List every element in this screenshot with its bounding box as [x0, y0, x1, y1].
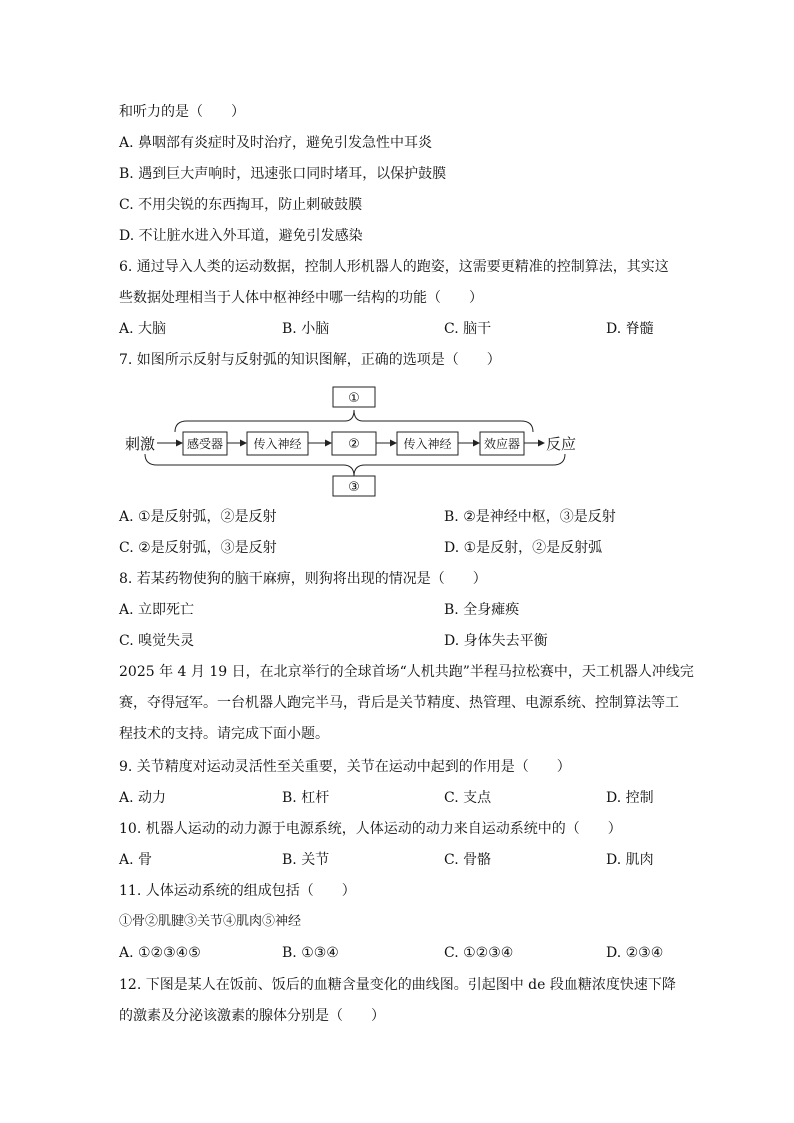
q7-option-d: D. ①是反射，②是反射弧: [444, 540, 603, 556]
q6-option-a: A. 大脑: [119, 321, 167, 337]
passage-line2: 赛，夺得冠军。一台机器人跑完半马，背后是关节精度、热管理、电源系统、控制算法等工: [119, 695, 679, 711]
q9-option-c: C. 支点: [444, 790, 492, 806]
q6-option-d: D. 脊髓: [606, 321, 654, 337]
label-3: ③: [348, 480, 360, 495]
top-brace: [175, 410, 533, 432]
q7-option-a: A. ①是反射弧，②是反射: [119, 509, 277, 525]
stimulus-label: 刺激: [125, 435, 156, 453]
q10-option-a: A. 骨: [119, 852, 153, 868]
q5-stem-tail: 和听力的是（ ）: [119, 104, 245, 120]
q5-option-a: A. 鼻咽部有炎症时及时治疗，避免引发急性中耳炎: [119, 135, 433, 151]
q10-stem: 10. 机器人运动的动力源于电源系统，人体运动的动力来自运动系统中的（ ）: [119, 821, 622, 837]
q6-option-b: B. 小脑: [282, 321, 330, 337]
q8-stem: 8. 若某药物使狗的脑干麻痹，则狗将出现的情况是（ ）: [119, 571, 487, 587]
q11-option-a: A. ①②③④⑤: [119, 945, 201, 961]
passage-line1: 2025 年 4 月 19 日，在北京举行的全球首场“人机共跑”半程马拉松赛中，天工机器人冲线完: [119, 664, 694, 680]
q7-option-c: C. ②是反射弧，③是反射: [119, 540, 277, 556]
q5-option-c: C. 不用尖锐的东西掏耳，防止刺破鼓膜: [119, 197, 363, 213]
q11-option-d: D. ②③④: [606, 945, 664, 961]
q8-option-c: C. 嗅觉失灵: [119, 633, 195, 649]
q6-stem-line2: 些数据处理相当于人体中枢神经中哪一结构的功能（ ）: [119, 290, 483, 306]
q8-option-a: A. 立即死亡: [119, 602, 195, 618]
afferent-nerve-label: 传入神经: [253, 437, 302, 451]
q9-stem: 9. 关节精度对运动灵活性至关重要，关节在运动中起到的作用是（ ）: [119, 759, 571, 775]
q12-stem-line1: 12. 下图是某人在饭前、饭后的血糖含量变化的曲线图。引起图中 de 段血糖浓度快速下降: [119, 977, 676, 993]
q11-option-c: C. ①②③④: [444, 945, 514, 961]
q7-stem: 7. 如图所示反射与反射弧的知识图解，正确的选项是（ ）: [119, 352, 501, 368]
effector-label: 效应器: [483, 437, 521, 451]
q5-option-d: D. 不让脏水进入外耳道，避免引发感染: [119, 228, 363, 244]
q8-option-d: D. 身体失去平衡: [444, 633, 548, 649]
q7-option-b: B. ②是神经中枢，③是反射: [444, 509, 616, 525]
q12-stem-line2: 的激素及分泌该激素的腺体分别是（ ）: [119, 1008, 385, 1024]
q10-option-d: D. 肌肉: [606, 852, 654, 868]
q6-stem-line1: 6. 通过导入人类的运动数据，控制人形机器人的跑姿，这需要更精准的控制算法，其实这: [119, 259, 669, 275]
label-1: ①: [348, 391, 360, 406]
q11-option-b: B. ①③④: [282, 945, 339, 961]
bottom-brace: [145, 454, 565, 476]
q5-option-b: B. 遇到巨大声响时，迅速张口同时堵耳，以保护鼓膜: [119, 166, 447, 182]
passage-line3: 程技术的支持。请完成下面小题。: [119, 726, 329, 742]
response-label: 反应: [546, 435, 577, 453]
q9-option-a: A. 动力: [119, 790, 167, 806]
q9-option-b: B. 杠杆: [282, 790, 330, 806]
q9-option-d: D. 控制: [606, 790, 654, 806]
box-2-label: ②: [348, 437, 360, 452]
q6-option-c: C. 脑干: [444, 321, 492, 337]
receptor-label: 感受器: [186, 437, 224, 451]
q11-items: ①骨②肌腱③关节④肌肉⑤神经: [119, 914, 302, 929]
q10-option-b: B. 关节: [282, 852, 330, 868]
q8-option-b: B. 全身瘫痪: [444, 602, 520, 618]
nerve-2-label: 传入神经: [403, 437, 452, 451]
q11-stem: 11. 人体运动系统的组成包括（ ）: [119, 883, 356, 899]
q10-option-c: C. 骨骼: [444, 852, 492, 868]
